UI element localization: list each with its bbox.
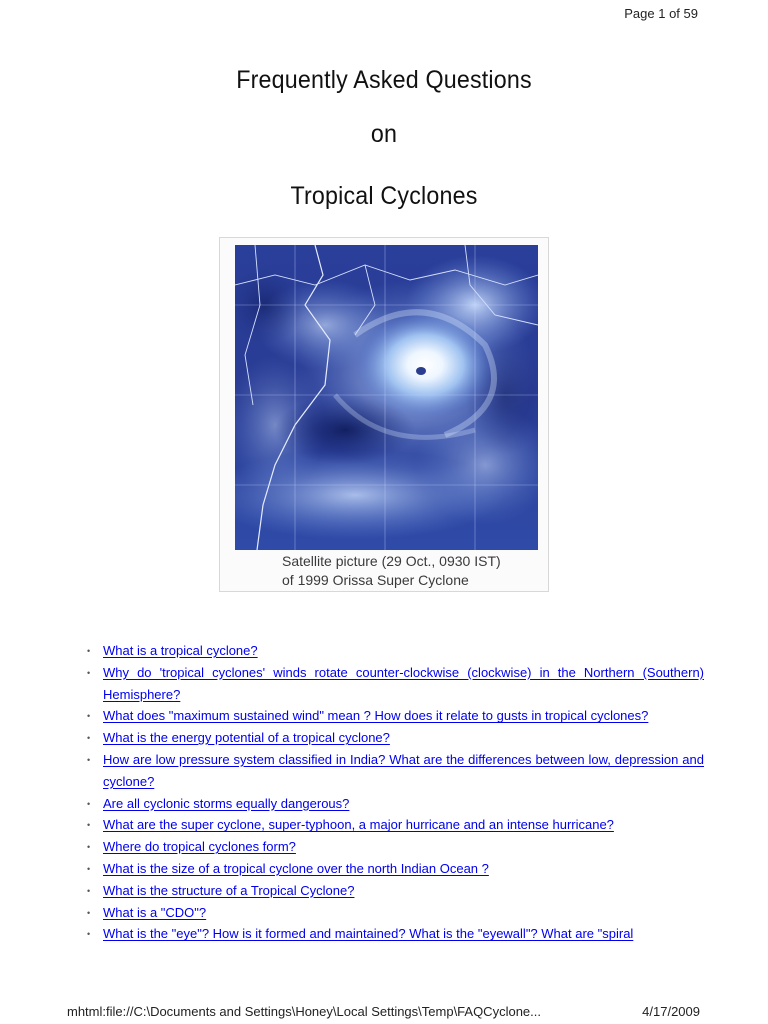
faq-item: [84, 858, 704, 880]
bullet-icon: •: [87, 820, 91, 831]
satellite-image: [235, 245, 538, 550]
bullet-icon: •: [87, 885, 91, 896]
bullet-icon: •: [87, 929, 91, 940]
faq-item: [84, 705, 704, 727]
footer-date: 4/17/2009: [642, 1004, 700, 1019]
faq-item: [84, 880, 704, 902]
bullet-icon: •: [87, 863, 91, 874]
faq-item: [84, 923, 704, 945]
faq-link-super-cyclone[interactable]: What are the super cyclone, super-typhoon, a major hurricane and an intense hurricane?: [103, 817, 614, 833]
faq-item: [84, 749, 704, 793]
bullet-icon: •: [87, 907, 91, 918]
faq-item: [84, 793, 704, 815]
caption-line-2: of 1999 Orissa Super Cyclone: [282, 572, 469, 588]
faq-link-energy-potential[interactable]: What is the energy potential of a tropical cyclone?: [103, 730, 390, 746]
faq-link-cdo[interactable]: What is a "CDO"?: [103, 904, 207, 920]
bullet-icon: •: [87, 646, 91, 656]
faq-item: [84, 814, 704, 836]
caption-line-1: Satellite picture (29 Oct., 0930 IST): [282, 553, 501, 569]
bullet-icon: •: [87, 711, 91, 722]
faq-link-low-pressure-classification[interactable]: How are low pressure system classified in India? What are the differences between low, depression and cyclone?: [103, 751, 704, 789]
bullet-icon: •: [87, 667, 91, 678]
bullet-icon: •: [87, 842, 91, 853]
faq-item: [84, 836, 704, 858]
faq-link-size[interactable]: What is the size of a tropical cyclone over the north Indian Ocean ?: [103, 860, 489, 876]
faq-link-tropical-cyclone[interactable]: What is a tropical cyclone?: [103, 643, 258, 658]
satellite-figure: [219, 237, 549, 592]
title-line-3: Tropical Cyclones: [290, 182, 478, 210]
faq-item: [84, 902, 704, 924]
bullet-icon: •: [87, 754, 91, 765]
page-indicator: Page 1 of 59: [624, 6, 698, 21]
bullet-icon: •: [87, 733, 91, 744]
faq-link-max-sustained-wind[interactable]: What does "maximum sustained wind" mean ? How does it relate to gusts in tropical cyclones?: [103, 708, 649, 724]
faq-link-structure[interactable]: What is the structure of a Tropical Cyclone?: [103, 882, 355, 898]
faq-link-eye[interactable]: What is the "eye"? How is it formed and maintained? What is the "eyewall"? What are "spiral: [103, 926, 634, 942]
faq-item: [84, 662, 704, 706]
faq-link-cyclonic-storms-danger[interactable]: Are all cyclonic storms equally dangerous?: [103, 795, 350, 811]
faq-item: [84, 640, 704, 662]
footer-path: mhtml:file://C:\Documents and Settings\Honey\Local Settings\Temp\FAQCyclone...: [67, 1004, 541, 1019]
figure-caption: [282, 552, 501, 590]
faq-list: [84, 640, 704, 945]
faq-link-where-form[interactable]: Where do tropical cyclones form?: [103, 839, 296, 855]
title-line-1: Frequently Asked Questions: [236, 66, 532, 94]
faq-item: [84, 727, 704, 749]
title-line-2: on: [370, 120, 398, 148]
bullet-icon: •: [87, 798, 91, 809]
faq-link-wind-rotation[interactable]: Why do 'tropical cyclones' winds rotate counter-clockwise (clockwise) in the Northern (Southern) Hemisphere?: [103, 664, 704, 702]
